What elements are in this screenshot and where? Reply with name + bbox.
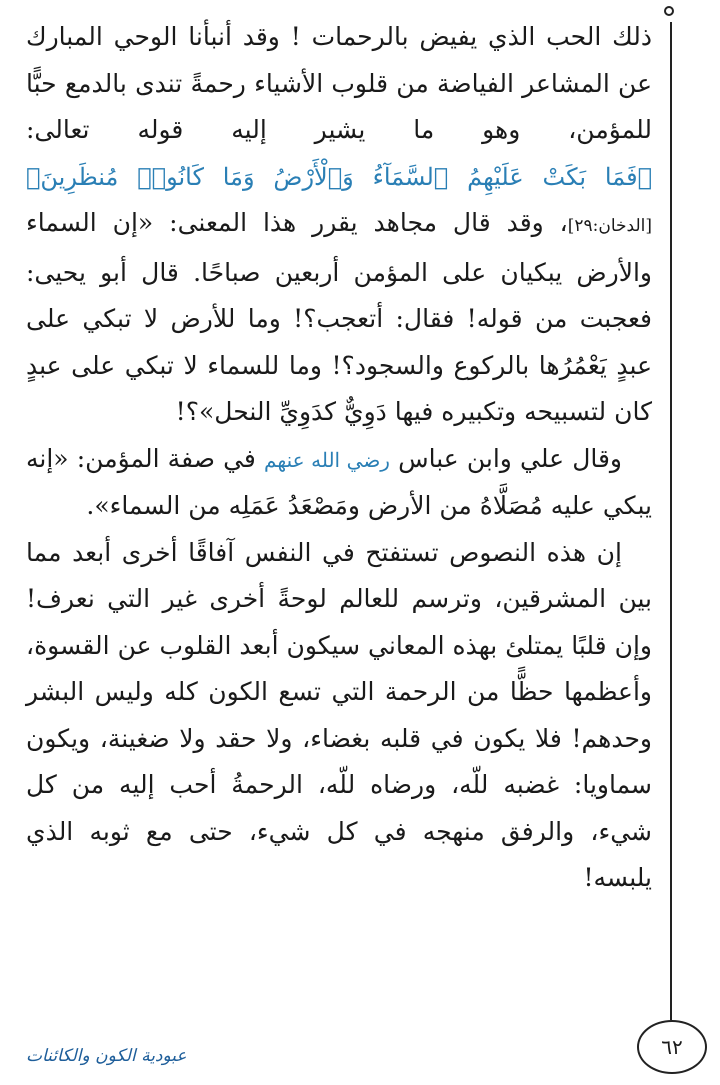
- book-title-footer: عبودية الكون والكائنات: [26, 1046, 187, 1066]
- paragraph-1-intro: ذلك الحب الذي يفيض بالرحمات ! وقد أنبأنا الوحي المبارك عن المشاعر الفياضة من قلوب الأشياء رحمةً تندى بالدمع حبًّا للمؤمن، وهو ما يشير إليه قوله تعالى:: [26, 22, 652, 144]
- page-number: ٦٢: [661, 1035, 683, 1059]
- body-text: [26, 14, 652, 902]
- paragraph-3: إن هذه النصوص تستفتح في النفس آفاقًا أخرى أبعد مما بين المشرقين، وترسم للعالم لوحةً أخرى غير التي نعرف! وإن قلبًا يمتلئ بهذه المعاني سيكون أبعد القلوب عن القسوة، وأعظمها حظًّا من الرحمة التي تسع الكون كله وليس البشر وحدهم! فلا يكون في قلبه بغضاء، ولا حقد ولا ضغينة، ويكون سماويا: غضبه للّه، ورضاه للّه، الرحمةُ أحب إليه من كل شيء، والرفق منهجه في كل شيء، حتى مع ثوبه الذي يلبسه!: [26, 537, 652, 892]
- honorific-glyph: رضي الله عنهم: [264, 447, 390, 472]
- paragraph-2: [26, 436, 652, 530]
- page-number-badge: [637, 1020, 707, 1074]
- quran-verse: ﴿فَمَا بَكَتْ عَلَيْهِمُ ٱلسَّمَآءُ وَٱلْأَرْضُ وَمَا كَانُوا۟ مُنظَرِينَ﴾: [26, 162, 652, 191]
- paragraph-2-rest: في صفة المؤمن: «إنه يبكي عليه مُصَلَّاهُ من الأرض ومَصْعَدُ عَمَلِه من السماء».: [26, 443, 652, 520]
- paragraph-2-lead: وقال علي وابن عباس: [398, 443, 622, 473]
- quran-reference: [الدخان:٢٩]: [567, 216, 652, 236]
- rail-vertical-line: [670, 22, 672, 1020]
- paragraph-1-continuation: ، وقد قال مجاهد يقرر هذا المعنى: «إن السماء والأرض يبكيان على المؤمن أربعين صباحًا. قال أبو يحيى: فعجبت من قوله! فقال: أتعجب؟! وما للأرض لا تبكي على عبدٍ يَعْمُرُها بالركوع والسجود؟! وما للسماء لا تبكي على عبدٍ كان لتسبيحه وتكبيره فيها دَوِيٌّ كدَوِيِّ النحل»؟!: [26, 208, 652, 426]
- rail-top-ornament: [664, 6, 674, 16]
- paragraph-1: [26, 14, 652, 436]
